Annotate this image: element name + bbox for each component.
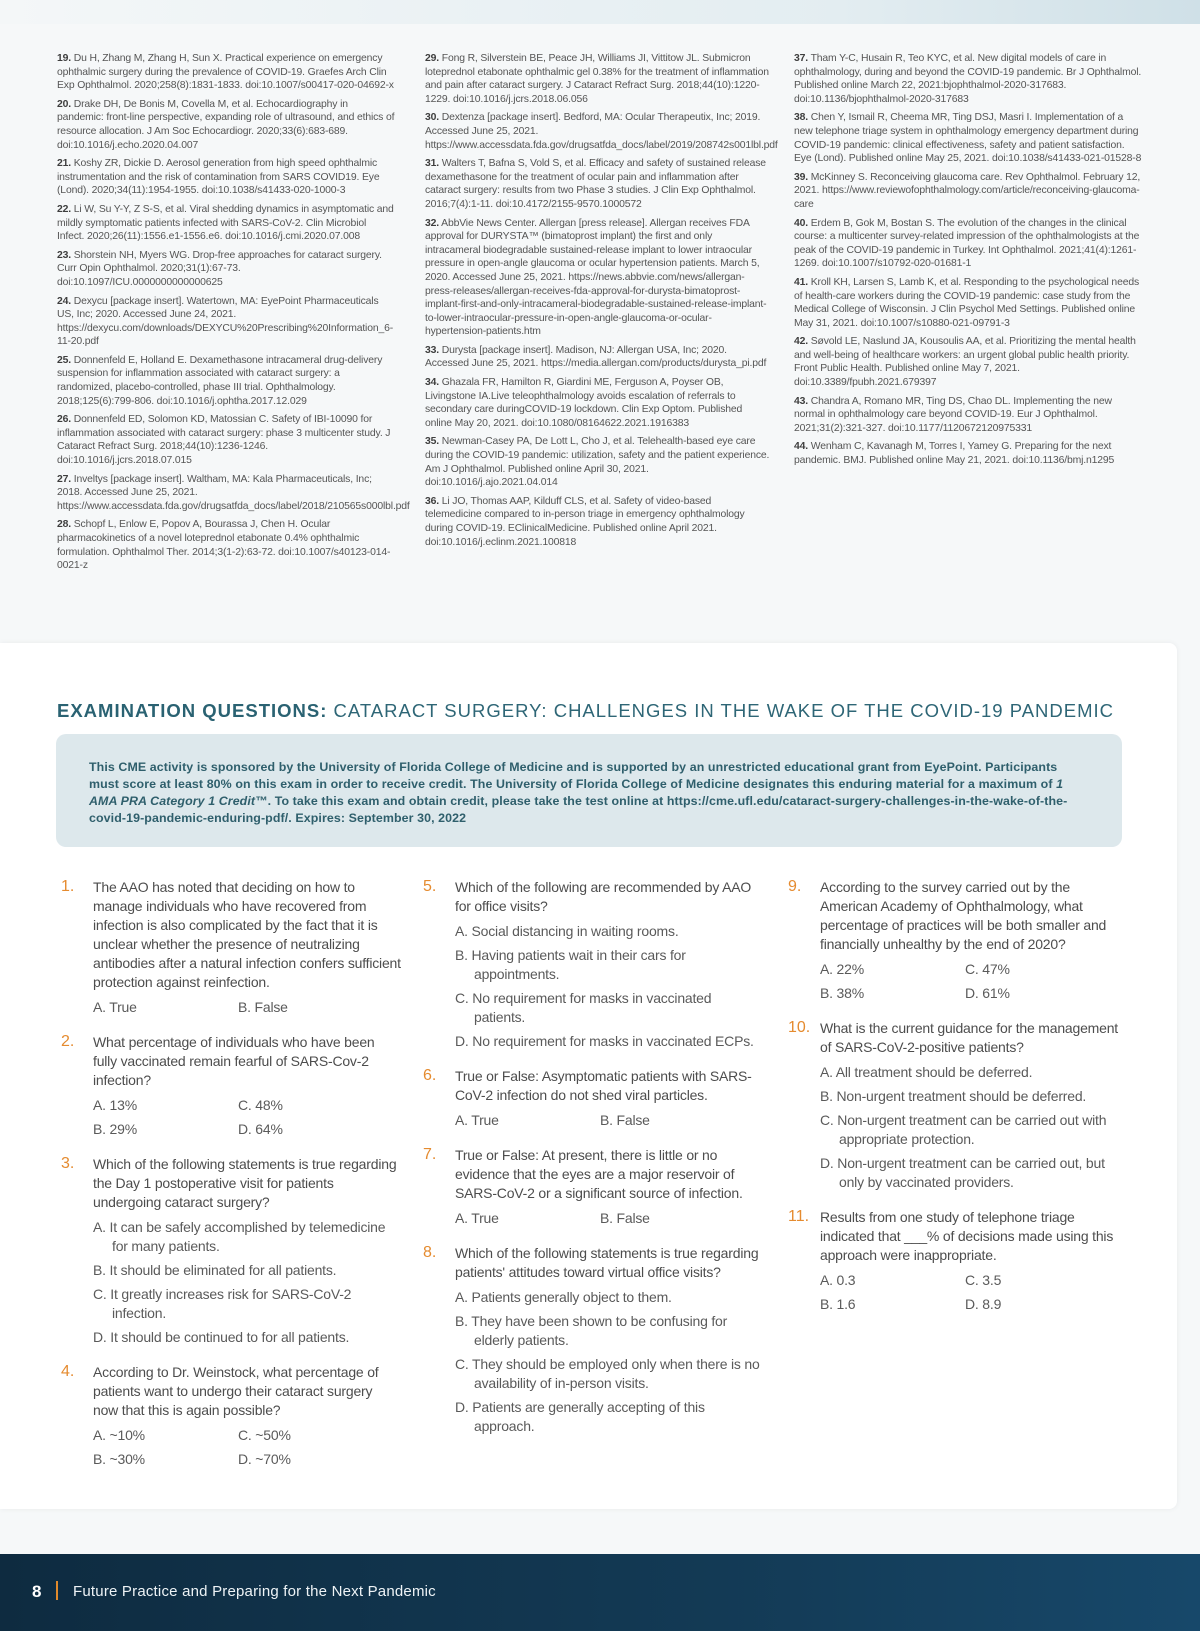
reference-number: 32. [425,217,439,229]
references-column-3 [794,52,1142,473]
answer-option[interactable]: B. 29% [93,1121,137,1137]
answer-option[interactable]: B. 1.6 [820,1296,856,1312]
question-item [418,1244,763,1436]
reference-number: 29. [425,53,439,64]
reference-number: 43. [794,395,808,407]
reference-number: 27. [57,473,71,485]
reference-text: Schopf L, Enlow E, Popov A, Bourassa J, Chen H. Ocular pharmacokinetics of a novel loteprednol etabonate 0.4% ophthalmic formulation. Ophthalmol Ther. 2014;3(1-2):63-72. doi:10.1007/s40123-014-0021-z [57,519,391,572]
answer-options [455,1209,763,1228]
reference-text: Donnenfeld ED, Solomon KD, Matossian C. Safety of IBI-10090 for inflammation associated with cataract surgery: phase 3 multicenter study. J Cataract Refract Surg. 2018;44(10):1236-1246. doi:10.1016/j.jcrs.2018.07.015 [57,414,391,467]
reference-text: Erdem B, Gok M, Bostan S. The evolution of the changes in the clinical course: a multicenter survey-related impression of the ophthalmologists at the peak of the COVID-19 pandemic in Turkey. Int Ophthalmol. 2021;41(4):1261-1269. doi:10.1007/s10792-020-01681-1 [794,217,1140,270]
answer-option[interactable]: C. 3.5 [965,1272,1002,1288]
reference-number: 36. [425,495,439,507]
question-number: 2. [61,1033,75,1050]
question-text: According to the survey carried out by the American Academy of Ophthalmology, what percentage of practices will be both smaller and financially unhealthy by the end of 2020? [820,879,1107,952]
exam-title-rest: CATARACT SURGERY: CHALLENGES IN THE WAKE OF THE COVID-19 PANDEMIC [333,700,1115,721]
reference-number: 42. [794,336,808,348]
reference-item [57,354,396,408]
question-number: 9. [788,878,802,895]
answer-option[interactable]: A. 13% [93,1097,137,1113]
reference-text: Kroll KH, Larsen S, Lamb K, et al. Responding to the psychological needs of health-care workers during the COVID-19 pandemic: case study from the Medical College of Wisconsin. J Clin Psychol Med Settings. Published online May 31, 2021. doi:10.1007/s10880-021-09791-3 [794,276,1139,329]
reference-text: Li JO, Thomas AAP, Kilduff CLS, et al. Safety of video-based telemedicine compared to in-person triage in emergency ophthalmology during COVID-19. EClinicalMedicine. Published online April 2021. doi:10.1016/j.eclinm.2021.100818 [425,495,745,548]
reference-item [57,52,396,93]
reference-text: Du H, Zhang M, Zhang H, Sun X. Practical experience on emergency ophthalmic surgery during the prevalence of COVID-19. Graefes Arch Clin Exp Ophthalmol. 2020;258(8):1831-1833. doi:10.1007/s00417-020-04692-x [57,53,394,92]
question-text: The AAO has noted that deciding on how to manage individuals who have recovered from infection is also complicated by the fact that it is unclear whether the presence of neutralizing antibodies after a natural infection confers sufficient protection against reinfection. [93,879,401,990]
reference-number: 35. [425,436,439,448]
reference-text: Chandra A, Romano MR, Ting DS, Chao DL. Implementing the new normal in ophthalmology care beyond COVID-19. Eur J Ophthalmol. 2021;31(2):321-327. doi:10.1177/1120672120975331 [794,395,1112,434]
reference-item [794,111,1142,165]
reference-text: Fong R, Silverstein BE, Peace JH, Williams JI, Vittitow JL. Submicron loteprednol etabonate ophthalmic gel 0.38% for the treatment of inflammation and pain after cataract surgery. J Cataract Refract Surg. 2018;44(10):1220-1229. doi:10.1016/j.jcrs.2018.06.056 [425,53,769,105]
answer-options [820,1063,1128,1192]
answer-option[interactable]: C. They should be employed only when there is no availability of in-person visits. [455,1356,760,1391]
answer-options [93,1096,401,1139]
reference-number: 21. [57,158,71,170]
answer-options [455,1111,763,1130]
answer-options [820,1271,1128,1314]
answer-options [93,1218,401,1347]
reference-number: 34. [425,377,439,389]
reference-number: 39. [794,171,808,183]
answer-option[interactable]: D. 64% [238,1121,283,1137]
answer-option[interactable]: A. Social distancing in waiting rooms. [455,923,679,939]
question-text: According to Dr. Weinstock, what percentage of patients want to undergo their cataract surgery now that this is again possible? [93,1364,379,1418]
question-number: 8. [423,1244,437,1261]
question-number: 6. [423,1067,437,1084]
reference-text: Shorstein NH, Myers WG. Drop-free approaches for cataract surgery. Curr Opin Ophthalmol. 2020;31(1):67-73. doi:10.1097/ICU.0000000000000625 [57,249,382,288]
reference-item [57,98,396,152]
question-text: Which of the following statements is true regarding patients' attitudes toward virtual office visits? [455,1245,759,1280]
reference-item [794,171,1142,212]
reference-number: 38. [794,112,808,124]
footer-separator [56,1581,58,1600]
reference-number: 20. [57,98,71,110]
question-number: 4. [61,1363,75,1380]
reference-number: 26. [57,414,71,426]
reference-text: Inveltys [package insert]. Waltham, MA: Kala Pharmaceuticals, Inc; 2018. Accessed June 25, 2021. https://www.accessdata.fda.gov/drugsatfda_docs/label/2018/210565s000lbl.pdf [57,473,410,512]
reference-text: Li W, Su Y-Y, Z S-S, et al. Viral shedding dynamics in asymptomatic and mildly symptomatic patients infected with SARS-CoV-2. Clin Microbiol Infect. 2020;26(11):1556.e1-1556.e6. doi:10.1016/j.cmi.2020.07.008 [57,203,394,243]
answer-option[interactable]: D. Non-urgent treatment can be carried out, but only by vaccinated providers. [820,1155,1105,1190]
reference-item [425,217,770,339]
answer-option[interactable]: A. Patients generally object to them. [455,1289,672,1305]
reference-item [425,52,770,106]
reference-number: 30. [425,112,439,124]
reference-number: 31. [425,158,439,170]
reference-text: Dexycu [package insert]. Watertown, MA: EyePoint Pharmaceuticals US, Inc; 2020. Accessed June 24, 2021. https://dexycu.com/downloads/DEXYCU%20Prescribing%20Information_6-11-20.pdf [57,295,394,348]
answer-option[interactable]: C. ~50% [238,1427,291,1443]
answer-option[interactable]: B. False [600,1210,650,1226]
sponsor-text-a: This CME activity is sponsored by the University of Florida College of Medicine and is supported by an unrestricted educational grant from EyePoint. Participants must score at least 80% on this exam in order to receive credit. The University of Florida College of Medicine designates this enduring material for a maximum of [89,760,1058,791]
reference-text: Ghazala FR, Hamilton R, Giardini ME, Ferguson A, Poyser OB, Livingstone IA.Live teleophthalmology avoids escalation of referrals to secondary care duringCOVID-19 lockdown. Clin Exp Optom. Published online May 20, 2021. doi:10.1080/08164622.2021.1916383 [425,377,743,429]
question-item [56,878,401,1017]
reference-text: Walters T, Bafna S, Vold S, et al. Efficacy and safety of sustained release dexamethasone for the treatment of ocular pain and inflammation after cataract surgery: results from two Phase 3 studies. J Clin Exp Ophthalmol. 2016;7(4):1-11. doi:10.4172/2155-9570.1000572 [425,158,766,210]
answer-options [93,998,401,1017]
questions-column-1 [56,878,401,1485]
reference-number: 23. [57,249,71,261]
question-item [418,1146,763,1228]
questions-column-2 [418,878,763,1452]
reference-item [425,111,778,152]
reference-item [57,249,396,290]
answer-option[interactable]: A. All treatment should be deferred. [820,1064,1033,1080]
reference-number: 24. [57,295,71,307]
question-number: 3. [61,1155,75,1172]
answer-option[interactable]: B. False [600,1112,650,1128]
reference-text: Durysta [package insert]. Madison, NJ: Allergan USA, Inc; 2020. Accessed June 25, 2021. https://media.allergan.com/products/durysta_pi.pdf [425,344,767,370]
answer-option[interactable]: B. It should be eliminated for all patients. [93,1262,337,1278]
reference-number: 37. [794,53,808,64]
reference-item [57,473,410,514]
answer-option[interactable]: C. 48% [238,1097,283,1113]
question-item [783,1019,1128,1192]
reference-item [794,335,1142,389]
answer-option[interactable]: B. ~30% [93,1451,145,1467]
reference-item [425,495,770,549]
questions-column-3 [783,878,1128,1330]
reference-number: 28. [57,519,71,531]
reference-text: Newman-Casey PA, De Lott L, Cho J, et al. Telehealth-based eye care during the COVID-19 pandemic: utilization, safety and the patient experience. Am J Ophthalmol. Published online April 30, 2021. doi:10.1016/j.ajo.2021.04.014 [425,436,770,489]
reference-number: 41. [794,276,808,288]
reference-item [794,440,1142,467]
reference-text: Wenham C, Kavanagh M, Torres I, Yamey G. Preparing for the next pandemic. BMJ. Published online May 21, 2021. doi:10.1136/bmj.n1295 [794,441,1115,467]
question-text: Which of the following statements is true regarding the Day 1 postoperative visit for patients undergoing cataract surgery? [93,1156,397,1210]
answer-options [455,1288,763,1436]
answer-option[interactable]: C. No requirement for masks in vaccinated patients. [455,990,712,1025]
answer-option[interactable]: B. Non-urgent treatment should be deferred. [820,1088,1087,1104]
answer-option[interactable]: A. 0.3 [820,1272,856,1288]
question-item [783,878,1128,1003]
publication-title: Future Practice and Preparing for the Next Pandemic [73,1583,436,1600]
reference-item [57,157,396,198]
answer-options [820,960,1128,1003]
reference-item [57,295,396,349]
answer-options [455,922,763,1051]
reference-text: McKinney S. Reconceiving glaucoma care. Rev Ophthalmol. February 12, 2021. https://www.reviewofophthalmology.com/article/reconceiving-glaucoma-care [794,171,1141,210]
answer-options [93,1426,401,1469]
reference-text: Dextenza [package insert]. Bedford, MA: Ocular Therapeutix, Inc; 2019. Accessed June 25, 2021. https://www.accessdata.fda.gov/drugsatfda_docs/label/2019/208742s001lbl.pdf [425,112,778,151]
answer-option[interactable]: A. 22% [820,961,864,977]
reference-item [794,395,1142,436]
answer-option[interactable]: D. 8.9 [965,1296,1002,1312]
question-number: 10. [788,1019,811,1036]
exam-title [57,700,1114,722]
question-item [418,1067,763,1130]
answer-option[interactable]: D. ~70% [238,1451,291,1467]
reference-item [794,217,1142,271]
reference-item [794,276,1142,330]
reference-text: Drake DH, De Bonis M, Covella M, et al. Echocardiography in pandemic: front-line perspective, expanding role of ultrasound, and ethics of resource allocation. J Am Soc Echocardiogr. 2020;33(6):683-689. doi:10.1016/j.echo.2020.04.007 [57,98,395,151]
reference-item [425,344,770,371]
answer-option[interactable]: D. It should be continued to for all patients. [93,1329,350,1345]
reference-number: 40. [794,217,808,229]
answer-option[interactable]: A. True [93,999,137,1015]
reference-text: Donnenfeld E, Holland E. Dexamethasone intracameral drug-delivery suspension for inflammation associated with cataract surgery: a randomized, placebo-controlled, phase III trial. Ophthalmology. 2018;125(6):799-806. doi:10.1016/j.ophtha.2017.12.029 [57,354,383,407]
answer-option[interactable]: A. ~10% [93,1427,145,1443]
reference-text: Koshy ZR, Dickie D. Aerosol generation from high speed ophthalmic instrumentation and the risk of contamination from SARS COVID19. Eye (Lond). 2020;34(11):1954-1955. doi:10.1038/s41433-020-1000-3 [57,158,380,197]
question-text: What is the current guidance for the management of SARS-CoV-2-positive patients? [820,1020,1118,1055]
answer-option[interactable]: B. Having patients wait in their cars for appointments. [455,947,686,982]
reference-item [425,376,770,430]
reference-text: Tham Y-C, Husain R, Teo KYC, et al. New digital models of care in ophthalmology, during and beyond the COVID-19 pandemic. Br J Ophthalmol. Published online March 22, 2021:bjophthalmol-2020-317683. doi:10.1136/bjophthalmol-2020-317683 [794,53,1142,105]
reference-text: Chen Y, Ismail R, Cheema MR, Ting DSJ, Masri I. Implementation of a new telephone triage system in ophthalmology emergency department during COVID-19 pandemic: clinical effectiveness, safety and patient satisfaction. Eye (Lond). Published online May 25, 2021. doi:10.1038/s41433-021-01528-8 [794,112,1142,165]
question-item [418,878,763,1051]
exam-title-bold: EXAMINATION QUESTIONS: [57,700,328,721]
page-footer [0,1554,1200,1631]
reference-number: 33. [425,344,439,356]
references-column-1 [57,52,410,578]
question-text: Results from one study of telephone triage indicated that ___% of decisions made using this approach were inappropriate. [820,1209,1114,1263]
answer-option[interactable]: C. 47% [965,961,1010,977]
answer-option[interactable]: D. Patients are generally accepting of this approach. [455,1399,705,1434]
question-number: 1. [61,878,75,895]
question-number: 11. [788,1208,810,1225]
sponsor-text-b: . To take this exam and obtain credit, please take the test online at https://cme.ufl.edu/cataract-surgery-challenges-in-the-wake-of-the-covid-19-pandemic-enduring-pdf/. Expires: September 30, 2022 [89,794,1068,825]
reference-number: 22. [57,203,71,215]
answer-option[interactable]: C. It greatly increases risk for SARS-CoV-2 infection. [93,1286,352,1321]
reference-text: Søvold LE, Naslund JA, Kousoulis AA, et al. Prioritizing the mental health and well-being of healthcare workers: an urgent global public health priority. Front Public Health. Published online May 7, 2021. doi:10.3389/fpubh.2021.679397 [794,336,1136,389]
page-number: 8 [32,1582,42,1601]
reference-item [794,52,1142,106]
question-text: True or False: At present, there is little or no evidence that the eyes are a major reservoir of SARS-CoV-2 or a significant source of infection. [455,1147,743,1201]
question-text: Which of the following are recommended by AAO for office visits? [455,879,752,914]
question-item [56,1033,401,1139]
reference-number: 19. [57,53,71,64]
question-text: What percentage of individuals who have been fully vaccinated remain fearful of SARS-Cov-2 infection? [93,1034,375,1088]
question-text: True or False: Asymptomatic patients with SARS-CoV-2 infection do not shed viral particles. [455,1068,752,1103]
question-item [56,1155,401,1347]
answer-option[interactable]: A. True [455,1112,499,1128]
question-number: 5. [423,878,437,895]
answer-option[interactable]: B. 38% [820,985,864,1001]
reference-item [425,157,770,211]
answer-option[interactable]: C. Non-urgent treatment can be carried out with appropriate protection. [820,1112,1107,1147]
answer-option[interactable]: D. No requirement for masks in vaccinated ECPs. [455,1033,754,1049]
reference-number: 25. [57,354,71,366]
top-banner [0,0,1200,24]
answer-option[interactable]: A. It can be safely accomplished by telemedicine for many patients. [93,1219,386,1254]
sponsor-notice [56,734,1122,847]
question-item [56,1363,401,1469]
references-section [57,52,1147,612]
sponsor-credit: 1 AMA PRA Category 1 Credit™ [89,777,1064,808]
reference-item [57,518,396,572]
reference-number: 44. [794,441,808,453]
reference-item [425,435,770,489]
answer-option[interactable]: A. True [455,1210,499,1226]
reference-item [57,203,396,244]
reference-item [57,413,396,467]
reference-text: AbbVie News Center. Allergan [press release]. Allergan receives FDA approval for DURYSTA™ (bimatoprost implant) the first and only intracameral biodegradable sustained-release implant to lower intraocular pressure in open-angle glaucoma or ocular hypertension patients. March 5, 2020. Accessed June 25, 2021. https://news.abbvie.com/news/allergan-press-releases/allergan-receives-fda-approval-for-durysta-bimatoprost-implant-first-and-only-intracameral-biodegradable-sustained-release-implant-to-lower-intraocular-pressure-in-open-angle-glaucoma-or-ocular-hypertension-patients.htm [425,217,767,338]
answer-option[interactable]: B. They have been shown to be confusing for elderly patients. [455,1313,728,1348]
answer-option[interactable]: D. 61% [965,985,1010,1001]
question-item [783,1208,1128,1314]
answer-option[interactable]: B. False [238,999,288,1015]
references-column-2 [425,52,778,554]
question-number: 7. [423,1146,437,1163]
